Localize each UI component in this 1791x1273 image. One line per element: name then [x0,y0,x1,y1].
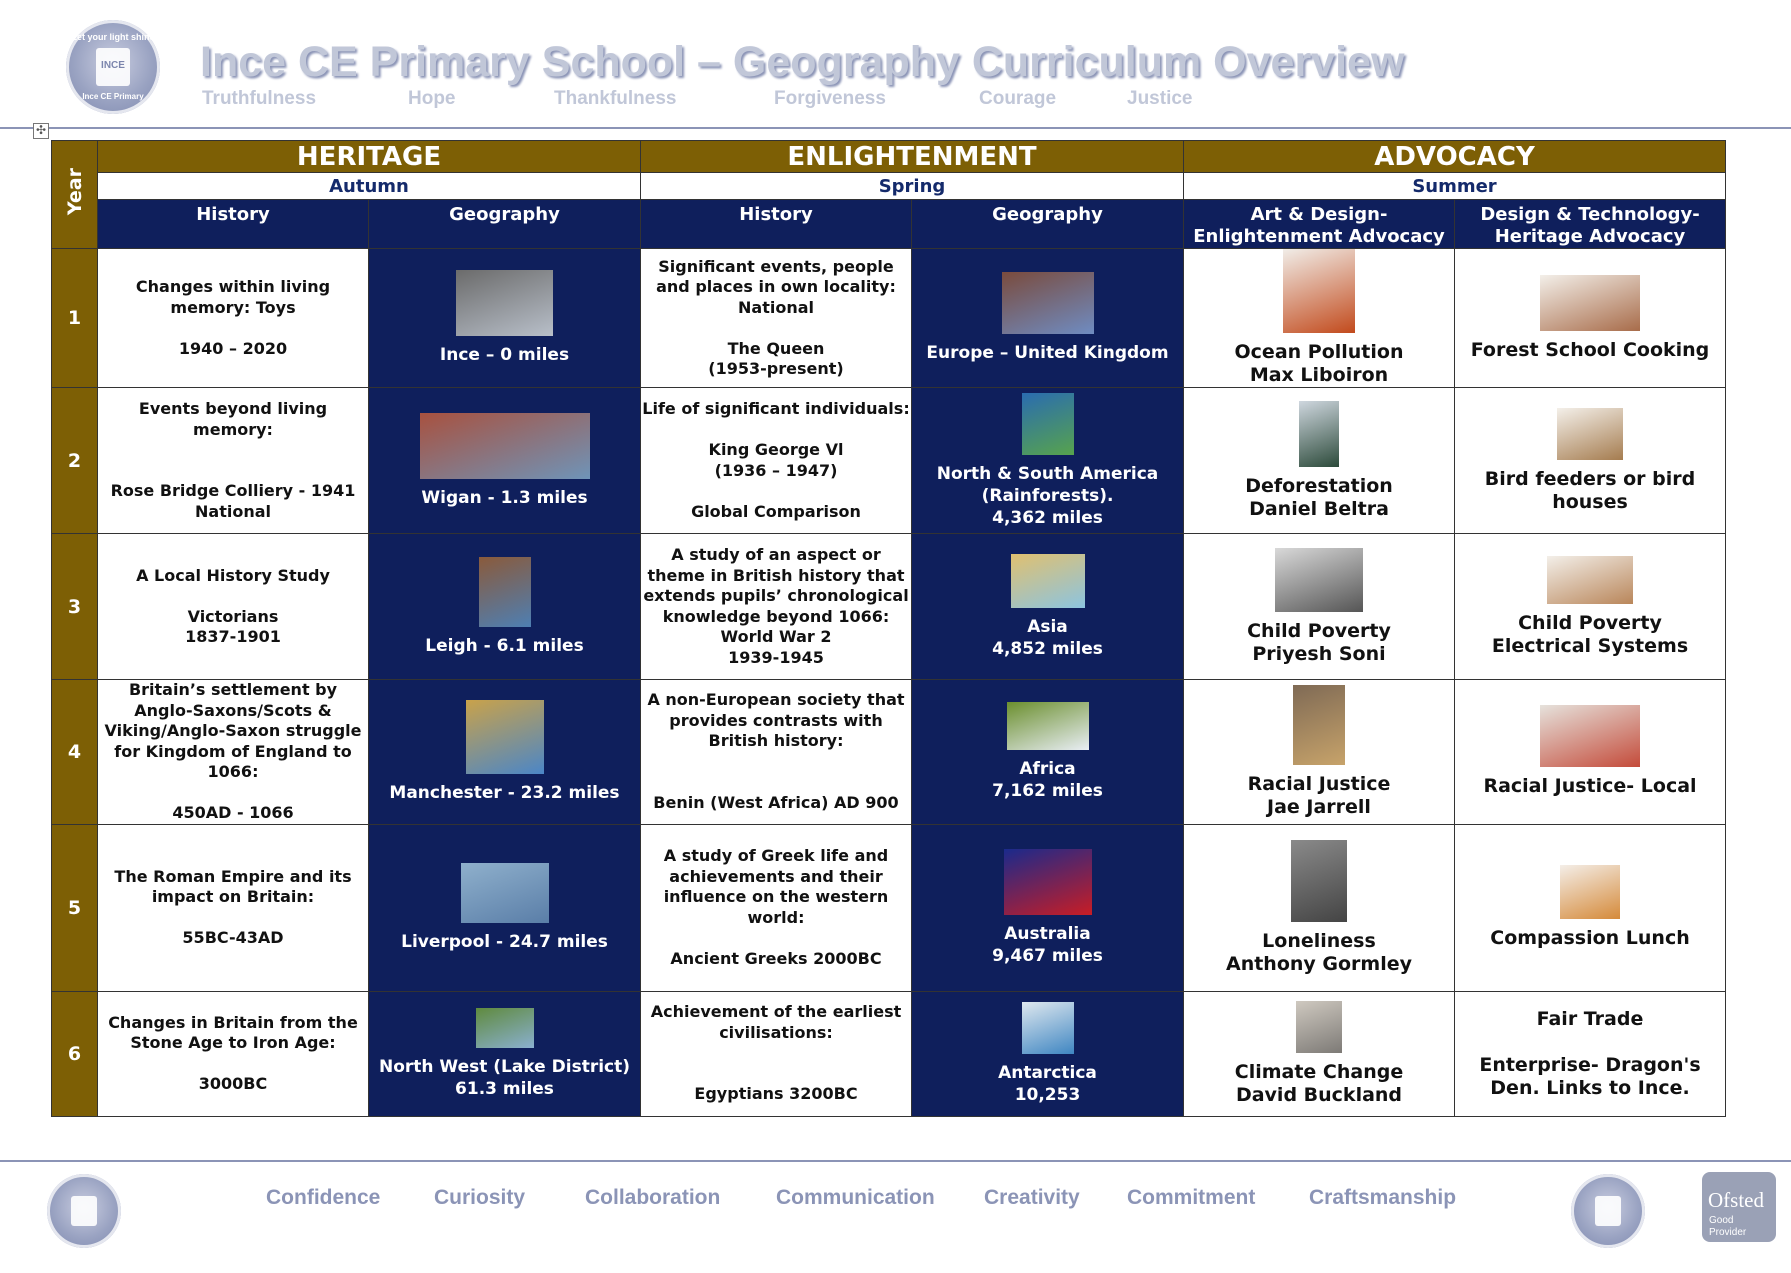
artwork-photo [1291,840,1347,922]
project-photo [1540,275,1640,331]
footer-logo-right-shield [1595,1196,1622,1226]
season-autumn: Autumn [98,173,641,200]
theme-advocacy: ADVOCACY [1184,141,1726,173]
table-row [52,824,1726,991]
design-technology-cell: Fair Trade Enterprise- Dragon's Den. Links to Ince. [1455,991,1726,1116]
region-photo [1007,702,1089,750]
subject-geography-autumn: Geography [369,200,641,249]
geography-autumn-cell: Wigan - 1.3 miles [369,388,641,534]
art-design-cell: Loneliness Anthony Gormley [1184,824,1455,991]
geography-autumn-cell: North West (Lake District) 61.3 miles [369,991,641,1116]
value-commitment: Commitment [1127,1186,1256,1209]
project-photo [1557,408,1623,460]
history-spring-cell: Achievement of the earliest civilisations: Egyptians 3200BC [641,991,912,1116]
year-number: 6 [52,991,98,1116]
value-craftsmanship: Craftsmanship [1309,1186,1457,1209]
value-curiosity: Curiosity [434,1186,526,1209]
art-design-cell: Child Poverty Priyesh Soni [1184,534,1455,680]
table-row [52,680,1726,825]
school-logo-motto: Let your light shine [71,32,155,42]
table-move-handle[interactable]: ✣ [33,123,49,139]
footer-divider [0,1160,1791,1162]
location-photo [479,557,531,627]
theme-heritage: HERITAGE [98,141,641,173]
school-logo-name: INCE [101,60,125,71]
value-confidence: Confidence [266,1186,381,1209]
subject-history-autumn: History [98,200,369,249]
history-spring-cell: A study of Greek life and achievements and their influence on the western world: Ancient Greeks 2000BC [641,824,912,991]
design-technology-cell: Bird feeders or bird houses [1455,388,1726,534]
table-row [52,991,1726,1116]
year-header: Year [52,141,98,249]
artwork-photo [1299,401,1339,467]
school-logo [66,20,160,114]
geography-spring-cell: Asia 4,852 miles [912,534,1184,680]
year-number: 4 [52,680,98,825]
artwork-photo [1296,1001,1342,1053]
geography-spring-cell: Europe – United Kingdom [912,249,1184,388]
school-logo-school: Ince CE Primary [82,92,144,101]
value-justice: Justice [1127,88,1193,109]
project-photo [1560,865,1620,919]
value-thankfulness: Thankfulness [554,88,677,109]
geography-spring-cell: Australia 9,467 miles [912,824,1184,991]
theme-enlightenment: ENLIGHTENMENT [641,141,1184,173]
value-truthfulness: Truthfulness [202,88,317,109]
region-photo [1011,554,1085,608]
geography-spring-cell: Africa 7,162 miles [912,680,1184,825]
artwork-photo [1275,548,1363,612]
history-autumn-cell: Britain’s settlement by Anglo-Saxons/Scots & Viking/Anglo-Saxon struggle for Kingdom of England to 1066: 450AD - 1066 [98,680,369,825]
history-autumn-cell: Changes within living memory: Toys 1940 – 2020 [98,249,369,388]
ofsted-brand: Ofsted [1708,1188,1764,1212]
footer-logo-left-shield [71,1196,98,1226]
subject-geography-spring: Geography [912,200,1184,249]
footer-logo-right [1571,1174,1645,1248]
project-photo [1547,556,1633,604]
value-forgiveness: Forgiveness [774,88,886,109]
ofsted-badge [1702,1172,1776,1242]
history-spring-cell: Life of significant individuals: King George Vl (1936 – 1947) Global Comparison [641,388,912,534]
value-creativity: Creativity [984,1186,1080,1209]
geography-autumn-cell: Ince – 0 miles [369,249,641,388]
table-row [52,534,1726,680]
year-number: 5 [52,824,98,991]
footer-logo-left [47,1174,121,1248]
location-photo [476,1008,534,1048]
project-photo [1540,705,1640,767]
history-autumn-cell: A Local History Study Victorians 1837-1901 [98,534,369,680]
ofsted-grade: Good [1709,1215,1734,1226]
table-row [52,388,1726,534]
artwork-photo [1293,685,1345,765]
history-spring-cell: A non-European society that provides contrasts with British history: Benin (West Africa) AD 900 [641,680,912,825]
history-autumn-cell: The Roman Empire and its impact on Britain: 55BC-43AD [98,824,369,991]
art-design-cell: Racial Justice Jae Jarrell [1184,680,1455,825]
curriculum-table [51,140,1726,1117]
season-spring: Spring [641,173,1184,200]
location-photo [466,700,544,774]
location-photo [456,270,553,336]
year-number: 1 [52,249,98,388]
location-photo [461,863,549,923]
value-communication: Communication [776,1186,935,1209]
season-summer: Summer [1184,173,1726,200]
region-photo [1002,272,1094,334]
design-technology-cell: Child Poverty Electrical Systems [1455,534,1726,680]
year-number: 2 [52,388,98,534]
value-hope: Hope [408,88,456,109]
region-photo [1004,849,1092,915]
art-design-cell: Deforestation Daniel Beltra [1184,388,1455,534]
art-design-cell: Climate Change David Buckland [1184,991,1455,1116]
artwork-photo [1283,249,1355,333]
region-photo [1022,1002,1074,1054]
geography-autumn-cell: Leigh - 6.1 miles [369,534,641,680]
subject-design-technology: Design & Technology- Heritage Advocacy [1455,200,1726,249]
design-technology-cell: Compassion Lunch [1455,824,1726,991]
history-spring-cell: A study of an aspect or theme in British history that extends pupils’ chronological knowledge beyond 1066: World War 2 1939-1945 [641,534,912,680]
art-design-cell: Ocean Pollution Max Liboiron [1184,249,1455,388]
region-photo [1022,393,1074,455]
year-number: 3 [52,534,98,680]
value-courage: Courage [979,88,1057,109]
subject-history-spring: History [641,200,912,249]
ofsted-provider: Provider [1709,1227,1747,1238]
location-photo [420,413,590,479]
header-divider [0,127,1791,129]
value-collaboration: Collaboration [585,1186,721,1209]
page-title: Ince CE Primary School – Geography Curriculum Overview [200,38,1405,86]
design-technology-cell: Forest School Cooking [1455,249,1726,388]
subject-art-design: Art & Design- Enlightenment Advocacy [1184,200,1455,249]
history-autumn-cell: Changes in Britain from the Stone Age to Iron Age: 3000BC [98,991,369,1116]
history-spring-cell: Significant events, people and places in own locality: National The Queen (1953-present) [641,249,912,388]
design-technology-cell: Racial Justice- Local [1455,680,1726,825]
geography-spring-cell: Antarctica 10,253 [912,991,1184,1116]
geography-autumn-cell: Manchester - 23.2 miles [369,680,641,825]
geography-spring-cell: North & South America (Rainforests). 4,362 miles [912,388,1184,534]
history-autumn-cell: Events beyond living memory: Rose Bridge Colliery - 1941 National [98,388,369,534]
table-row [52,249,1726,388]
geography-autumn-cell: Liverpool - 24.7 miles [369,824,641,991]
